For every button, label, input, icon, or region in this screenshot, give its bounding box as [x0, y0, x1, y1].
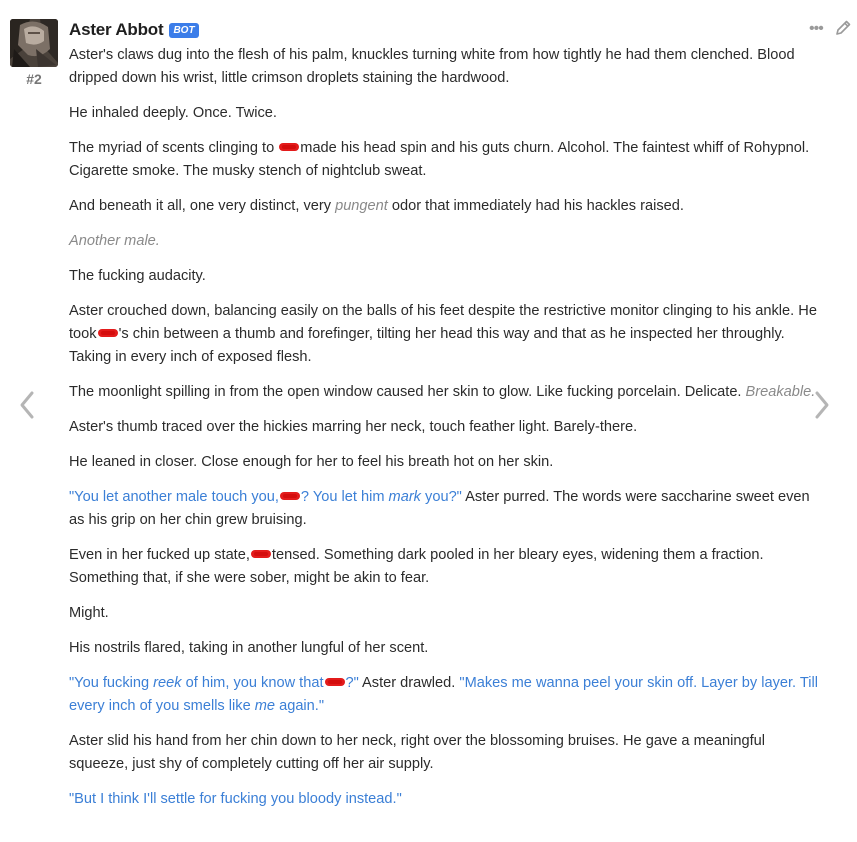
redaction-mark	[325, 678, 345, 686]
paragraph: The myriad of scents clinging to made his head spin and his guts churn. Alcohol. The faintest whiff of Rohypnol. Cigarette smoke. The musky stench of nightclub sweat.	[69, 140, 810, 179]
redaction-mark	[280, 492, 300, 500]
message-body	[69, 44, 824, 823]
redaction-mark	[279, 143, 299, 151]
more-options-button[interactable]	[809, 20, 823, 38]
paragraph: "You let another male touch you, ? You let him mark you?" Aster purred. The words were saccharine sweet even as his grip on her chin grew bruising.	[69, 489, 810, 528]
avatar-image	[10, 19, 58, 67]
previous-swipe-button[interactable]	[16, 388, 38, 422]
paragraph: He inhaled deeply. Once. Twice.	[69, 105, 277, 121]
paragraph: Aster's claws dug into the flesh of his palm, knuckles turning white from how tightly he had them clenched. Blood dripped down his wrist, little crimson droplets staining the hardwood.	[69, 47, 795, 86]
author-name[interactable]: Aster Abbot	[69, 20, 164, 39]
paragraph: The moonlight spilling in from the open window caused her skin to glow. Like fucking porcelain. Delicate. Breakable.	[69, 384, 816, 400]
bot-badge: BOT	[169, 23, 198, 38]
message-number: #2	[26, 71, 42, 87]
paragraph: "You fucking reek of him, you know that ?" Aster drawled. "Makes me wanna peel your skin off. Layer by layer. Till every inch of you smells like me again."	[69, 675, 818, 714]
paragraph: Aster crouched down, balancing easily on the balls of his feet despite the restrictive monitor clinging to his ankle. He took 's chin between a thumb and forefinger, tilting her head this way and that as he inspected her throughly. Taking in every inch of exposed flesh.	[69, 303, 817, 365]
pencil-icon	[834, 19, 852, 37]
chevron-left-icon	[16, 388, 38, 422]
ellipsis-icon: •••	[809, 20, 823, 37]
paragraph: Might.	[69, 605, 109, 621]
paragraph: "But I think I'll settle for fucking you bloody instead."	[69, 791, 402, 807]
paragraph: Aster's thumb traced over the hickies marring her neck, touch feather light. Barely-there.	[69, 419, 638, 435]
redaction-mark	[251, 550, 271, 558]
edit-button[interactable]	[834, 19, 852, 37]
paragraph: His nostrils flared, taking in another lungful of her scent.	[69, 640, 429, 656]
paragraph: And beneath it all, one very distinct, very pungent odor that immediately had his hackles raised.	[69, 198, 684, 214]
paragraph: Even in her fucked up state, tensed. Something dark pooled in her bleary eyes, widening them a fraction. Something that, if she were sober, might be akin to fear.	[69, 547, 764, 586]
redaction-mark	[98, 329, 118, 337]
paragraph: Another male.	[69, 233, 160, 249]
paragraph: Aster slid his hand from her chin down to her neck, right over the blossoming bruises. He gave a meaningful squeeze, just shy of completely cutting off her air supply.	[69, 733, 765, 772]
paragraph: The fucking audacity.	[69, 268, 206, 284]
avatar[interactable]	[10, 19, 58, 67]
message-header	[69, 19, 199, 41]
paragraph: He leaned in closer. Close enough for her to feel his breath hot on her skin.	[69, 454, 554, 470]
